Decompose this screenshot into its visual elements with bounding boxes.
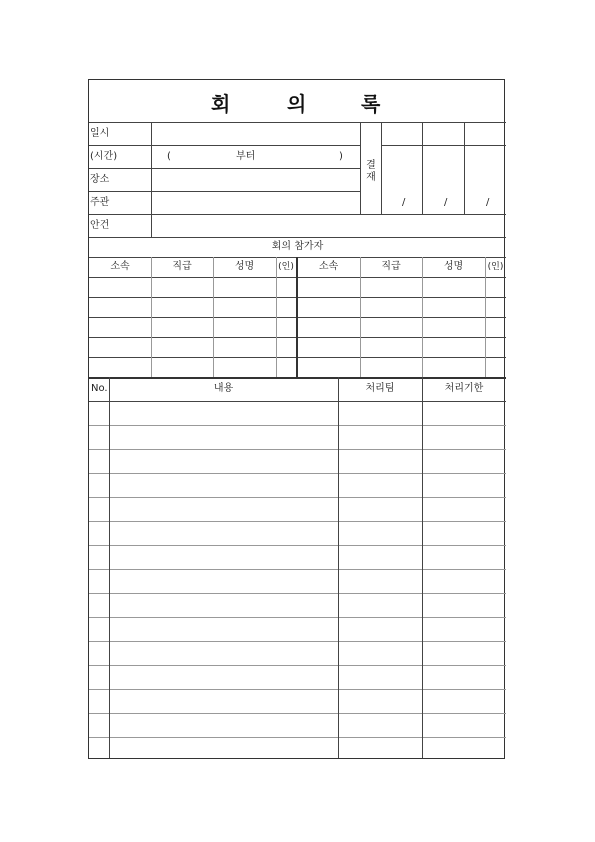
approval-col-line-1 [422, 122, 423, 214]
content-row-line-11 [89, 665, 506, 666]
approval-label-bottom: 재 [366, 172, 376, 183]
agenda-label: 안건 [90, 220, 110, 231]
content-row-line-5 [89, 521, 506, 522]
row-divider-date [89, 145, 360, 146]
attendee-center-divider [296, 257, 298, 377]
attendee-col-name-right: 성명 [443, 261, 464, 272]
content-col-team: 처리팀 [365, 383, 395, 394]
attendee-bottom-line [89, 377, 506, 379]
content-row-line-9 [89, 617, 506, 618]
approval-stamp-header-divider [381, 145, 506, 146]
content-row-line-13 [89, 713, 506, 714]
content-row-line-14 [89, 737, 506, 738]
content-col-no: No. [91, 383, 108, 394]
row-divider-place [89, 191, 360, 192]
approval-label-top: 결 [366, 160, 376, 171]
content-row-line-2 [89, 449, 506, 450]
content-col-description: 내용 [213, 383, 234, 394]
content-row-line-4 [89, 497, 506, 498]
attendee-col-rank-right: 직급 [381, 261, 401, 272]
content-col-deadline: 처리기한 [444, 383, 484, 394]
approval-col-line-2 [464, 122, 465, 214]
document-title [89, 88, 506, 116]
content-col-line-no [109, 377, 110, 758]
header-label-column-line [151, 122, 152, 237]
approval-date-slash-2: / [444, 197, 448, 208]
place-label: 장소 [90, 174, 110, 185]
attendee-col-seal-right: (인) [487, 262, 504, 272]
content-col-line-team [422, 377, 423, 758]
content-header-divider [89, 401, 506, 402]
attendee-col-name-left: 성명 [234, 261, 255, 272]
attendee-col-affiliation-left: 소속 [110, 261, 130, 272]
approval-box-left-line [360, 122, 361, 214]
approval-label-line [381, 122, 382, 214]
content-row-line-8 [89, 593, 506, 594]
content-row-line-10 [89, 641, 506, 642]
title-char-1: 회 [211, 92, 231, 116]
content-row-line-3 [89, 473, 506, 474]
approval-date-slash-1: / [402, 197, 406, 208]
meeting-minutes-form [88, 79, 505, 759]
content-row-line-7 [89, 569, 506, 570]
attendee-col-seal-left: (인) [278, 262, 294, 272]
content-row-line-1 [89, 425, 506, 426]
attendee-col-line-7 [485, 257, 486, 377]
approval-date-slash-3: / [486, 197, 490, 208]
attendee-col-line-2 [213, 257, 214, 377]
content-row-line-12 [89, 689, 506, 690]
attendee-col-line-5 [360, 257, 361, 377]
time-label: (시간) [90, 151, 118, 162]
title-char-2: 의 [287, 92, 307, 116]
time-from-label: 부터 [236, 151, 256, 162]
content-row-line-6 [89, 545, 506, 546]
time-close-paren: ) [339, 151, 343, 162]
attendee-col-line-1 [151, 257, 152, 377]
attendees-section-title: 회의 참가자 [271, 241, 324, 252]
row-divider-time [89, 168, 360, 169]
attendee-col-affiliation-right: 소속 [318, 261, 339, 272]
date-label: 일시 [90, 128, 110, 139]
time-open-paren: ( [167, 151, 171, 162]
attendee-col-line-3 [276, 257, 277, 377]
host-label: 주관 [90, 197, 110, 208]
attendee-col-rank-left: 직급 [172, 261, 192, 272]
title-char-3: 록 [361, 92, 381, 116]
attendee-col-line-6 [422, 257, 423, 377]
row-divider-agenda [89, 237, 506, 238]
content-col-line-content [338, 377, 339, 758]
